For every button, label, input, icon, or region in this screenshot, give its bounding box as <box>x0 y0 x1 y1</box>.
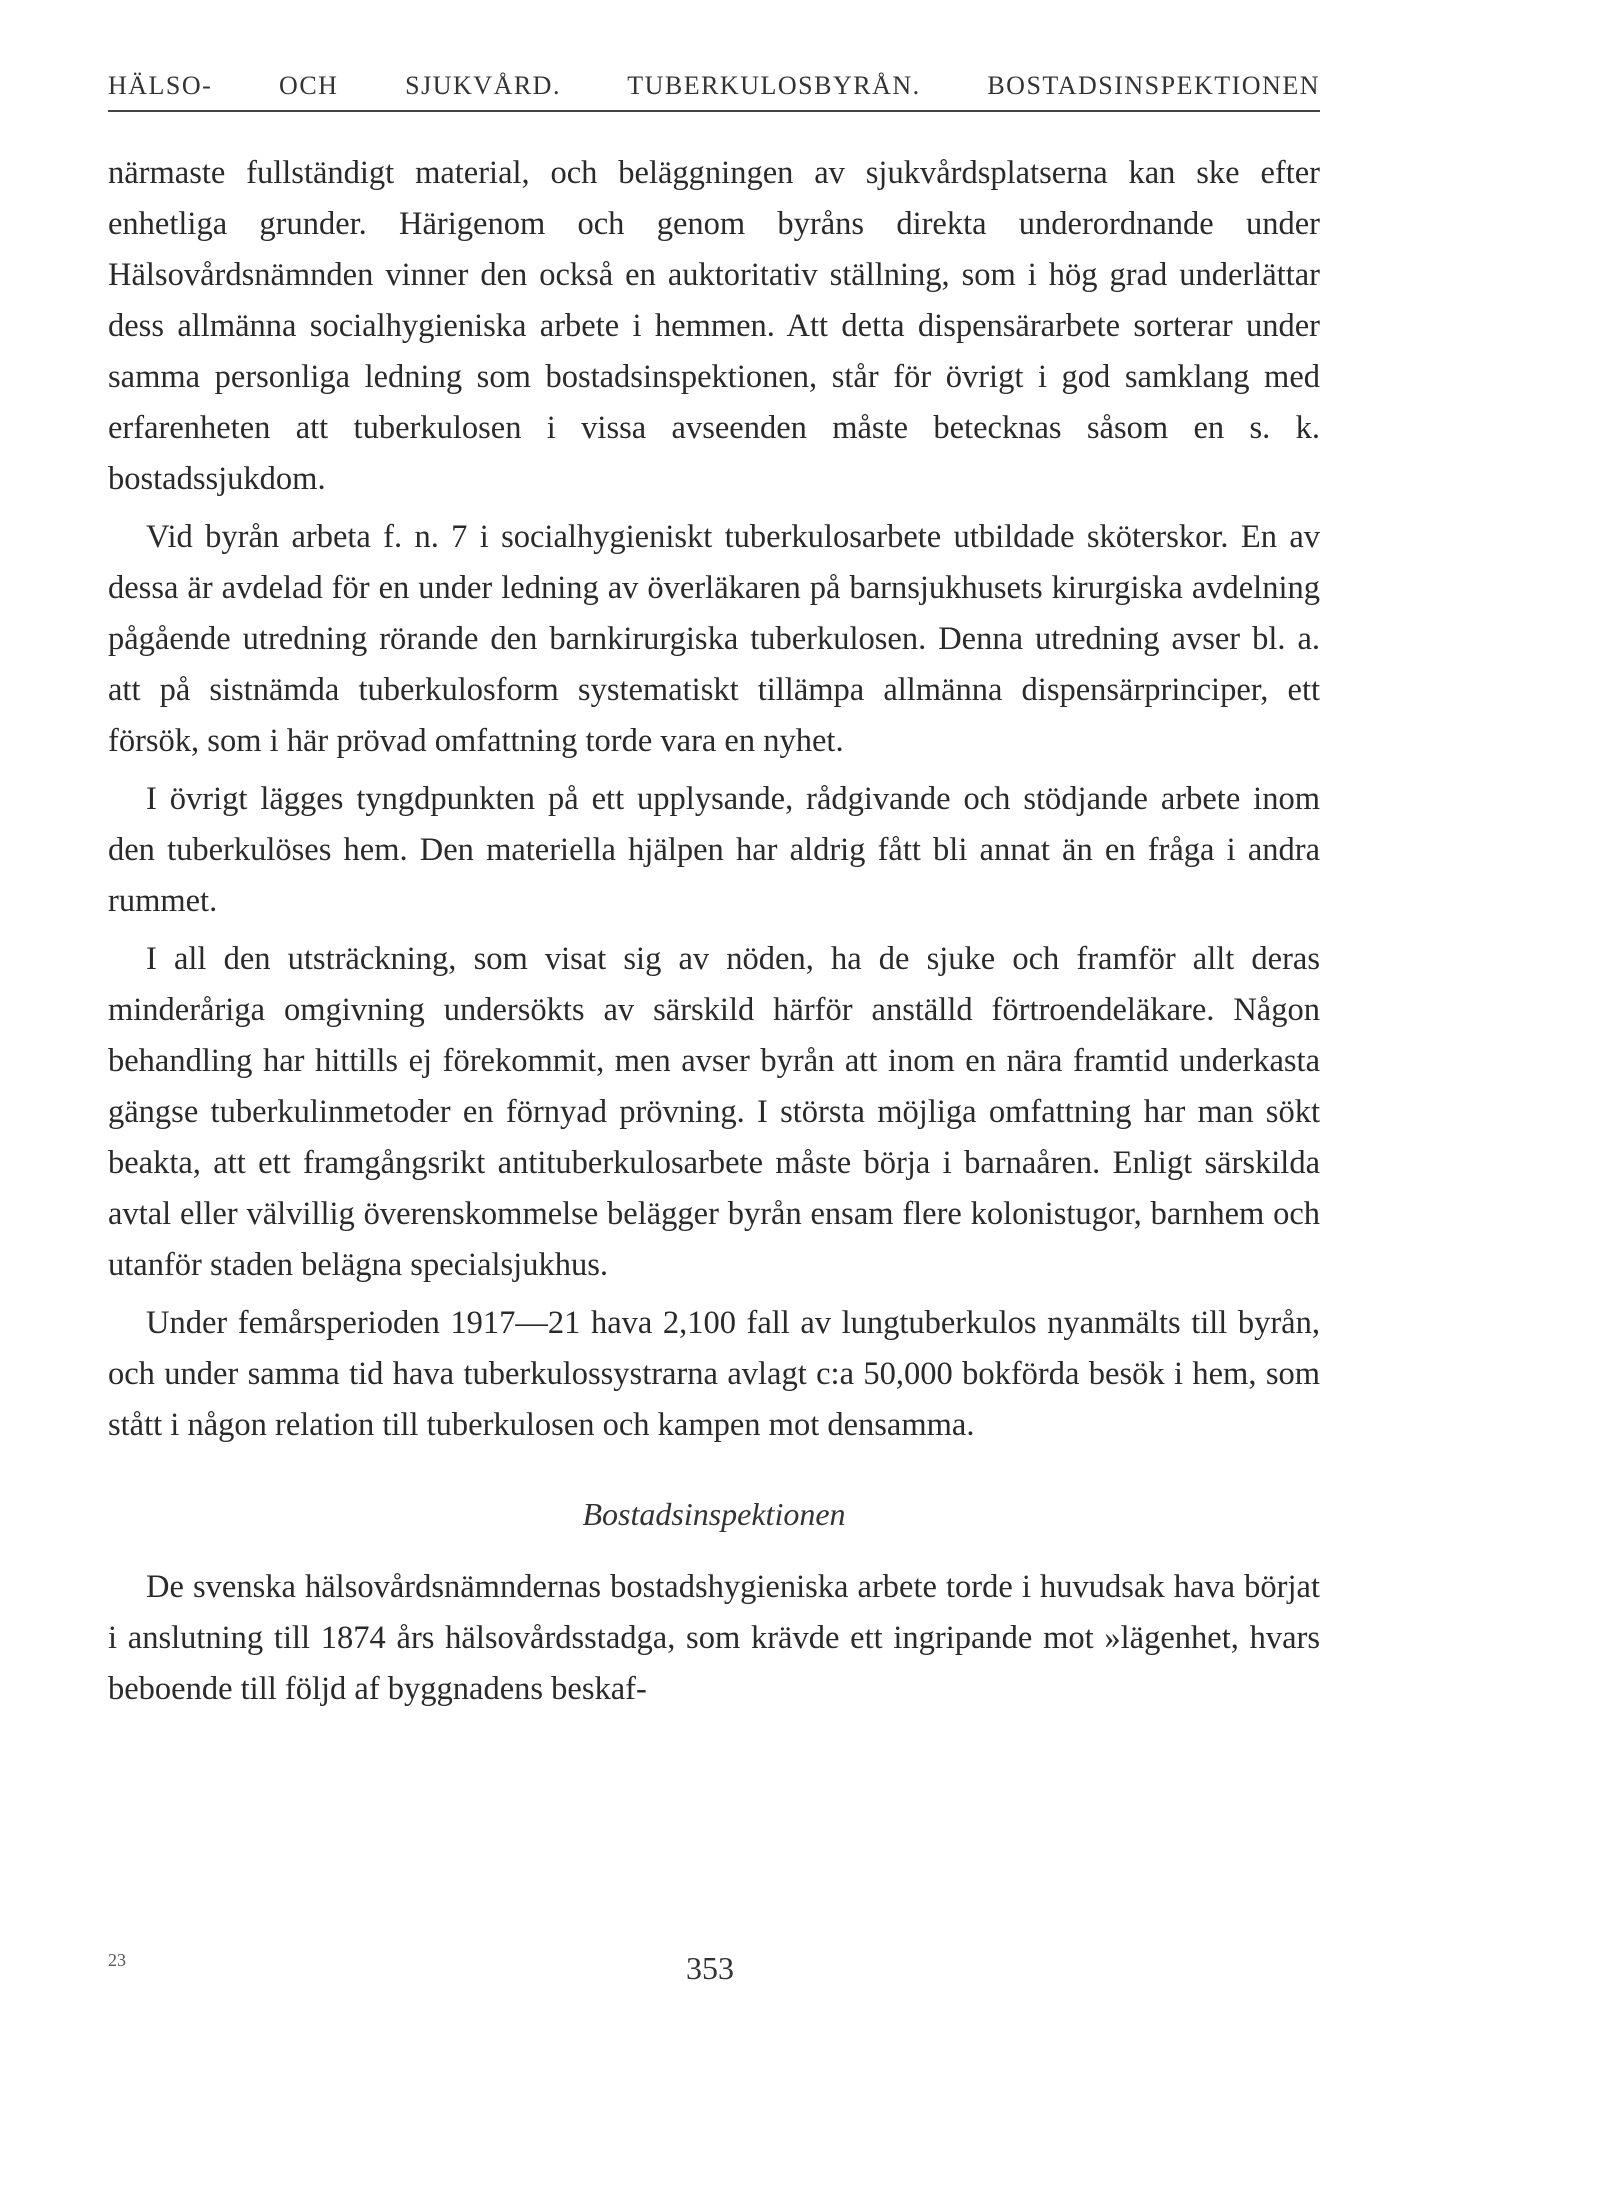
signature-mark: 23 <box>108 1950 126 1970</box>
paragraph: De svenska hälsovårdsnämndernas bostadshygieniska arbete torde i huvudsak hava börjat i anslutning till 1874 års hälsovårdsstadga, som krävde ett ingripande mot »lägenhet, hvars beboende till följd af byggnadens beskaf- <box>108 1569 1320 1707</box>
page-number: 353 <box>686 1950 734 1986</box>
section-heading: Bostadsinspektionen <box>582 1496 846 1532</box>
paragraph: Vid byrån arbeta f. n. 7 i socialhygieniskt tuberkulosarbete utbildade sköterskor. En av dessa är avdelad för en under ledning av överläkaren på barnsjukhusets kirurgiska avdelning pågående utredning rörande den barnkirurgiska tuberkulosen. Denna utredning avser bl. a. att på sistnämda tuberkulosform systematiskt tillämpa allmänna dispensärprinciper, ett försök, som i här prövad omfattning torde vara en nyhet. <box>108 519 1320 759</box>
body-text <box>108 148 1320 1722</box>
paragraph: närmaste fullständigt material, och beläggningen av sjukvårdsplatserna kan ske efter enhetliga grunder. Härigenom och genom byråns direkta underordnande under Hälsovårdsnämnden vinner den också en auktoritativ ställning, som i hög grad underlättar dess allmänna socialhygieniska arbete i hemmen. Att detta dispensärarbete sorterar under samma personliga ledning som bostadsinspektionen, står för övrigt i god samklang med erfarenheten att tuberkulosen i vissa avseenden måste betecknas såsom en s. k. bostadssjukdom. <box>108 155 1320 497</box>
paragraph: I övrigt lägges tyngdpunkten på ett upplysande, rådgivande och stödjande arbete inom den tuberkulöses hem. Den materiella hjälpen har aldrig fått bli annat än en fråga i andra rummet. <box>108 781 1320 919</box>
running-header: HÄLSO- OCH SJUKVÅRD. TUBERKULOSBYRÅN. BOSTADSINSPEKTIONEN <box>108 71 1320 100</box>
paragraph: Under femårsperioden 1917—21 hava 2,100 fall av lungtuberkulos nyanmälts till byrån, och under samma tid hava tuberkulossystrarna avlagt c:a 50,000 bokförda besök i hem, som stått i någon relation till tuberkulosen och kampen mot densamma. <box>108 1305 1320 1443</box>
header-rule <box>108 110 1320 112</box>
paragraph: I all den utsträckning, som visat sig av nöden, ha de sjuke och framför allt deras minderåriga omgivning undersökts av särskild härför anställd förtroendeläkare. Någon behandling har hittills ej förekommit, men avser byrån att inom en nära framtid underkasta gängse tuberkulinmetoder en förnyad prövning. I största möjliga omfattning har man sökt beakta, att ett framgångsrikt antituberkulosarbete måste börja i barnaåren. Enligt särskilda avtal eller välvillig överenskommelse belägger byrån ensam flere kolonistugor, barnhem och utanför staden belägna specialsjukhus. <box>108 941 1320 1283</box>
